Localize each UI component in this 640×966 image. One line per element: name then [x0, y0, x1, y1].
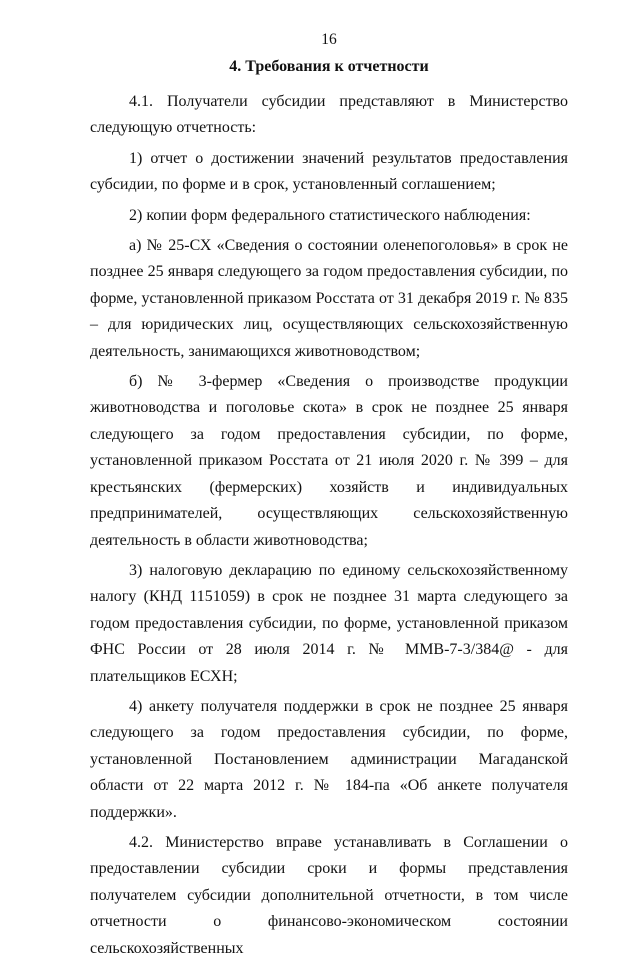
- paragraph-4-1: 4.1. Получатели субсидии представляют в Министерство следующую отчетность:: [90, 93, 568, 137]
- paragraph-recipient-questionnaire: 4) анкету получателя поддержки в срок не позднее 25 января следующего за годом предоставления субсидии, по форме, установленной Постановлением администрации Магаданской области от 22 марта 2012 г. № 184-па «Об анкете получателя поддержки».: [90, 697, 568, 821]
- section-title: 4. Требования к отчетности: [229, 58, 429, 75]
- section-body: [90, 89, 568, 966]
- paragraph-form-3-fermer: б) № 3-фермер «Сведения о производстве продукции животноводства и поголовье скота» в срок не позднее 25 января следующего за годом предоставления субсидии, по форме, установленной приказом Росстата от 21 июля 2020 г. № 399 – для крестьянских (фермерских) хозяйств и индивидуальных предпринимателей, осуществляющих сельскохозяйственную деятельность в области животноводства;: [90, 373, 568, 549]
- paragraph-tax-declaration: 3) налоговую декларацию по единому сельскохозяйственному налогу (КНД 1151059) в срок не позднее 31 марта следующего за годом предоставления субсидии, по форме, установленной приказом ФНС России от 28 июля 2014 г. № ММВ-7-3/384@ - для плательщиков ЕСХН;: [90, 561, 568, 685]
- paragraph-report-results: 1) отчет о достижении значений результатов предоставления субсидии, по форме и в срок, установленный соглашением;: [90, 149, 568, 194]
- paragraph-form-25-sx: а) № 25-СХ «Сведения о состоянии оленепоголовья» в срок не позднее 25 января следующего за годом предоставления субсидии, по форме, установленной приказом Росстата от 31 декабря 2019 г. № 835 – для юридических лиц, осуществляющих сельскохозяйственную деятельность, занимающихся животноводством;: [90, 237, 568, 360]
- paragraph-4-2: 4.2. Министерство вправе устанавливать в Соглашении о предоставлении субсидии сроки и формы представления получателем субсидии дополнительной отчетности, в том числе отчетности о финансово-экономическом состоянии сельскохозяйственных: [90, 833, 568, 957]
- page-number: 16: [321, 31, 337, 48]
- paragraph-statistical-forms: 2) копии форм федерального статистического наблюдения:: [129, 206, 531, 224]
